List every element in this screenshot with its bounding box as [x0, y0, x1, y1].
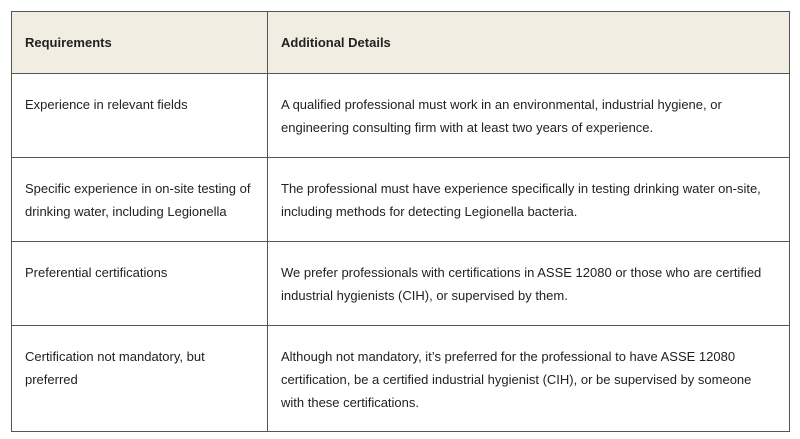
requirement-cell: Experience in relevant fields: [12, 74, 268, 158]
details-cell: Although not mandatory, it’s preferred for the professional to have ASSE 12080 certification, be a certified industrial hygienist (CIH), or be supervised by someone with these certifications.: [268, 326, 790, 432]
details-cell: We prefer professionals with certifications in ASSE 12080 or those who are certified industrial hygienists (CIH), or supervised by them.: [268, 242, 790, 326]
details-cell: The professional must have experience specifically in testing drinking water on-site, including methods for detecting Legionella bacteria.: [268, 158, 790, 242]
requirement-cell: Specific experience in on-site testing of drinking water, including Legionella: [12, 158, 268, 242]
requirements-table: [11, 11, 790, 432]
table-body: [12, 74, 790, 432]
table-row: [12, 242, 790, 326]
header-additional-details: Additional Details: [268, 12, 790, 74]
details-cell: A qualified professional must work in an environmental, industrial hygiene, or engineering consulting firm with at least two years of experience.: [268, 74, 790, 158]
table-row: [12, 158, 790, 242]
table-row: [12, 74, 790, 158]
requirement-cell: Certification not mandatory, but preferred: [12, 326, 268, 432]
table-header: [12, 12, 790, 74]
header-row: [12, 12, 790, 74]
requirement-cell: Preferential certifications: [12, 242, 268, 326]
requirements-table-container: [11, 11, 789, 432]
header-requirements: Requirements: [12, 12, 268, 74]
table-row: [12, 326, 790, 432]
